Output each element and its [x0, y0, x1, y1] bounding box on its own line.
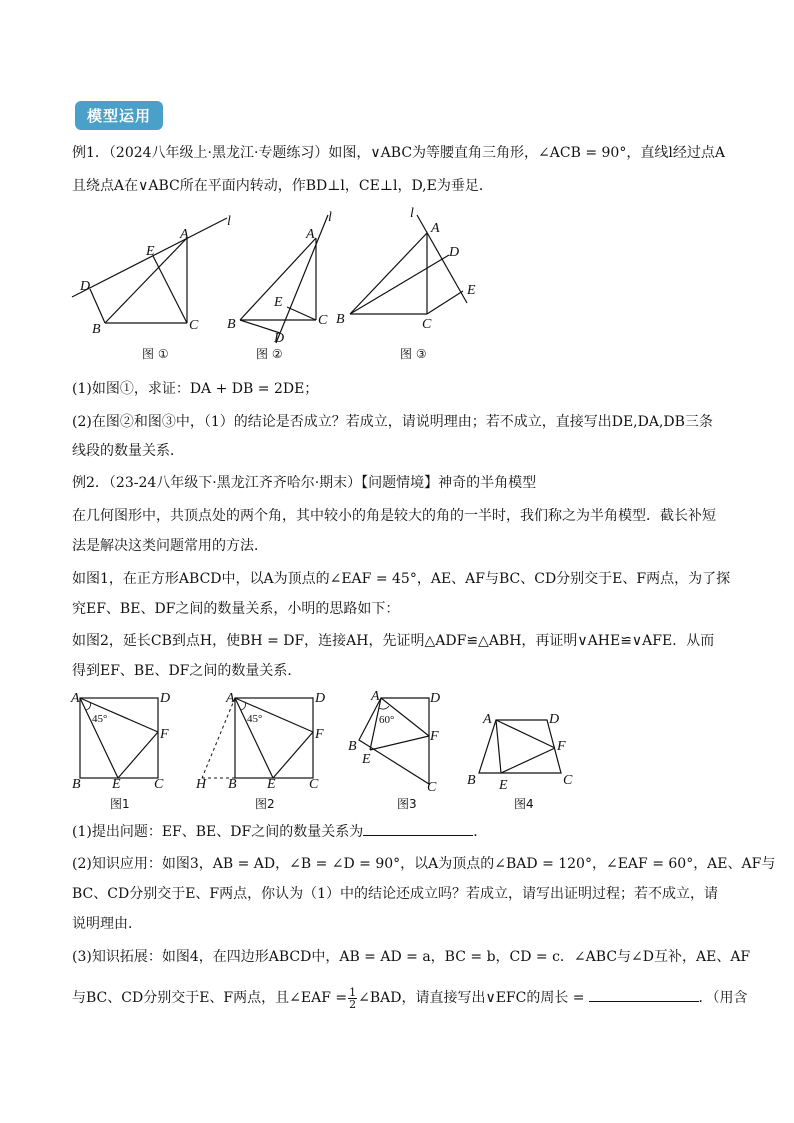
ex2-fig4-caption: 图4: [514, 797, 534, 811]
ex2-fig4-label-d: D: [549, 712, 560, 727]
fig3-label-d: D: [449, 245, 460, 260]
example2-para1-a: 在几何图形中，共顶点处的两个角，其中较小的角是较大的角的一半时，我们称之为半角模型．截长补短: [72, 508, 716, 524]
example2-para3-a: 如图2，延长CB到点H，使BH = DF，连接AH，先证明△ADF≌△ABH，再证明∨AHE≌∨AFE．从而: [72, 633, 715, 649]
example2-question3-b-post: ∠BAD，请直接写出∨EFC的周长 =: [358, 990, 585, 1006]
fig3-label-e: E: [467, 283, 476, 298]
example2-question1-end: ．: [473, 824, 488, 840]
fig2-label-l: l: [328, 210, 332, 225]
answer-blank-1[interactable]: [363, 821, 473, 836]
example2-question2-a: (2)知识应用：如图3，AB = AD，∠B = ∠D = 90°，以A为顶点的∠BAD = 120°，∠EAF = 60°，AE、AF与: [72, 856, 776, 872]
example1-question2-b: 线段的数量关系．: [72, 443, 184, 459]
figure-3: [336, 206, 476, 361]
ex2-figure-4: [467, 712, 573, 811]
fraction-numerator: 1: [349, 985, 357, 999]
ex2-fig1-label-f: F: [160, 727, 169, 742]
ex2-fig2-label-a: A: [226, 691, 235, 706]
fig2-label-e: E: [274, 295, 283, 310]
ex2-fig3-label-e: E: [362, 752, 371, 767]
fig3-label-a: A: [431, 221, 440, 236]
ex2-fig1-label-c: C: [154, 777, 164, 792]
ex2-fig2-caption: 图2: [255, 797, 275, 811]
example2-para1-b: 法是解决这类问题常用的方法．: [72, 538, 268, 554]
section-badge-label: 模型运用: [86, 107, 151, 125]
section-badge: [75, 101, 163, 130]
figure-2: [227, 210, 332, 361]
ex2-fig2-label-d: D: [315, 691, 326, 706]
ex2-fig1-label-a: A: [71, 691, 80, 706]
ex2-fig3-label-b: B: [348, 739, 357, 754]
ex2-fig3-label-c: C: [427, 780, 437, 795]
example2-para3-b: 得到EF、BE、DF之间的数量关系．: [72, 663, 302, 679]
ex2-fig4-label-c: C: [563, 773, 573, 788]
fig1-label-l: l: [227, 214, 231, 229]
example1-line1: 例1．（2024八年级上·黑龙江·专题练习）如图，∨ABC为等腰直角三角形，∠ACB = 90°，直线l经过点A: [72, 145, 725, 161]
fig1-label-d: D: [80, 279, 91, 294]
fig2-label-b: B: [227, 317, 236, 332]
example1-question2-a: (2)在图②和图③中，（1）的结论是否成立？若成立，请说明理由；若不成立，直接写出DE,DA,DB三条: [72, 414, 713, 430]
example2-question1-text: (1)提出问题：EF、BE、DF之间的数量关系为: [72, 824, 364, 840]
example2-question3-a: (3)知识拓展：如图4，在四边形ABCD中，AB = AD = a，BC = b，CD = c．∠ABC与∠D互补，AE、AF: [72, 949, 751, 965]
ex2-fig2-label-f: F: [315, 727, 324, 742]
ex2-fig1-label-d: D: [160, 691, 171, 706]
example2-para2-a: 如图1，在正方形ABCD中，以A为顶点的∠EAF = 45°，AE、AF与BC、CD分别交于E、F两点，为了探: [72, 571, 731, 587]
ex2-fig1-angle: 45°: [92, 713, 108, 725]
example1-figures: [70, 205, 500, 370]
fig2-label-c: C: [318, 313, 328, 328]
ex2-fig1-caption: 图1: [110, 797, 130, 811]
ex2-fig1-label-b: B: [72, 777, 81, 792]
ex2-fig4-label-f: F: [557, 739, 566, 754]
example2-para2-b: 究EF、BE、DF之间的数量关系，小明的思路如下：: [72, 601, 400, 617]
ex2-fig3-caption: 图3: [397, 797, 417, 811]
ex2-fig4-label-a: A: [483, 712, 492, 727]
ex2-figure-3: [348, 689, 440, 811]
example2-question3-b: [72, 984, 748, 1012]
ex2-fig3-label-d: D: [430, 691, 441, 706]
fig1-caption: 图 ①: [142, 347, 169, 361]
fig1-label-a: A: [180, 227, 189, 242]
ex2-fig2-angle: 45°: [247, 713, 263, 725]
ex2-fig4-label-e: E: [499, 778, 508, 793]
example1-question1: (1)如图①，求证：DA + DB = 2DE；: [72, 381, 319, 397]
ex2-fig3-label-a: A: [371, 689, 380, 704]
example2-question3-b-end: ．（用含: [698, 990, 748, 1006]
ex2-figure-1: [70, 691, 170, 811]
ex2-fig4-label-b: B: [467, 773, 476, 788]
ex2-fig3-angle: 60°: [379, 714, 395, 726]
ex2-fig3-label-f: F: [430, 729, 439, 744]
figure-1: [72, 214, 231, 361]
fraction-denominator: 2: [349, 997, 357, 1011]
answer-blank-2[interactable]: [589, 987, 699, 1002]
example2-question1: [72, 821, 722, 842]
example2-question2-b: BC、CD分别交于E、F两点，你认为（1）中的结论还成立吗？若成立，请写出证明过程；若不成立，请: [72, 886, 719, 902]
fig1-label-e: E: [146, 244, 155, 259]
fig3-label-c: C: [422, 317, 432, 332]
fig3-label-b: B: [336, 312, 345, 327]
example2-question2-c: 说明理由．: [72, 916, 142, 932]
ex2-fig2-label-h: H: [196, 777, 207, 792]
ex2-figure-2: [195, 691, 325, 811]
example2-figures: [68, 688, 588, 816]
fig3-caption: 图 ③: [400, 347, 427, 361]
ex2-fig2-label-c: C: [309, 777, 319, 792]
example2-question3-b-pre: 与BC、CD分别交于E、F两点，且∠EAF =: [72, 990, 348, 1006]
fig2-caption: 图 ②: [256, 347, 283, 361]
ex2-fig2-label-b: B: [228, 777, 237, 792]
example2-heading: 例2．（23-24八年级下·黑龙江齐齐哈尔·期末）【问题情境】神奇的半角模型: [72, 475, 537, 491]
fig1-label-c: C: [189, 318, 199, 333]
fig2-label-a: A: [306, 227, 315, 242]
ex2-fig2-label-e: E: [267, 777, 276, 792]
example1-line2: 且绕点A在∨ABC所在平面内转动，作BD⊥l，CE⊥l，D,E为垂足．: [72, 178, 493, 194]
fig2-label-d: D: [274, 331, 285, 346]
ex2-fig1-label-e: E: [112, 777, 121, 792]
fig1-label-b: B: [92, 322, 101, 337]
fig3-label-l: l: [410, 206, 414, 221]
fraction-one-half: [348, 987, 357, 1010]
